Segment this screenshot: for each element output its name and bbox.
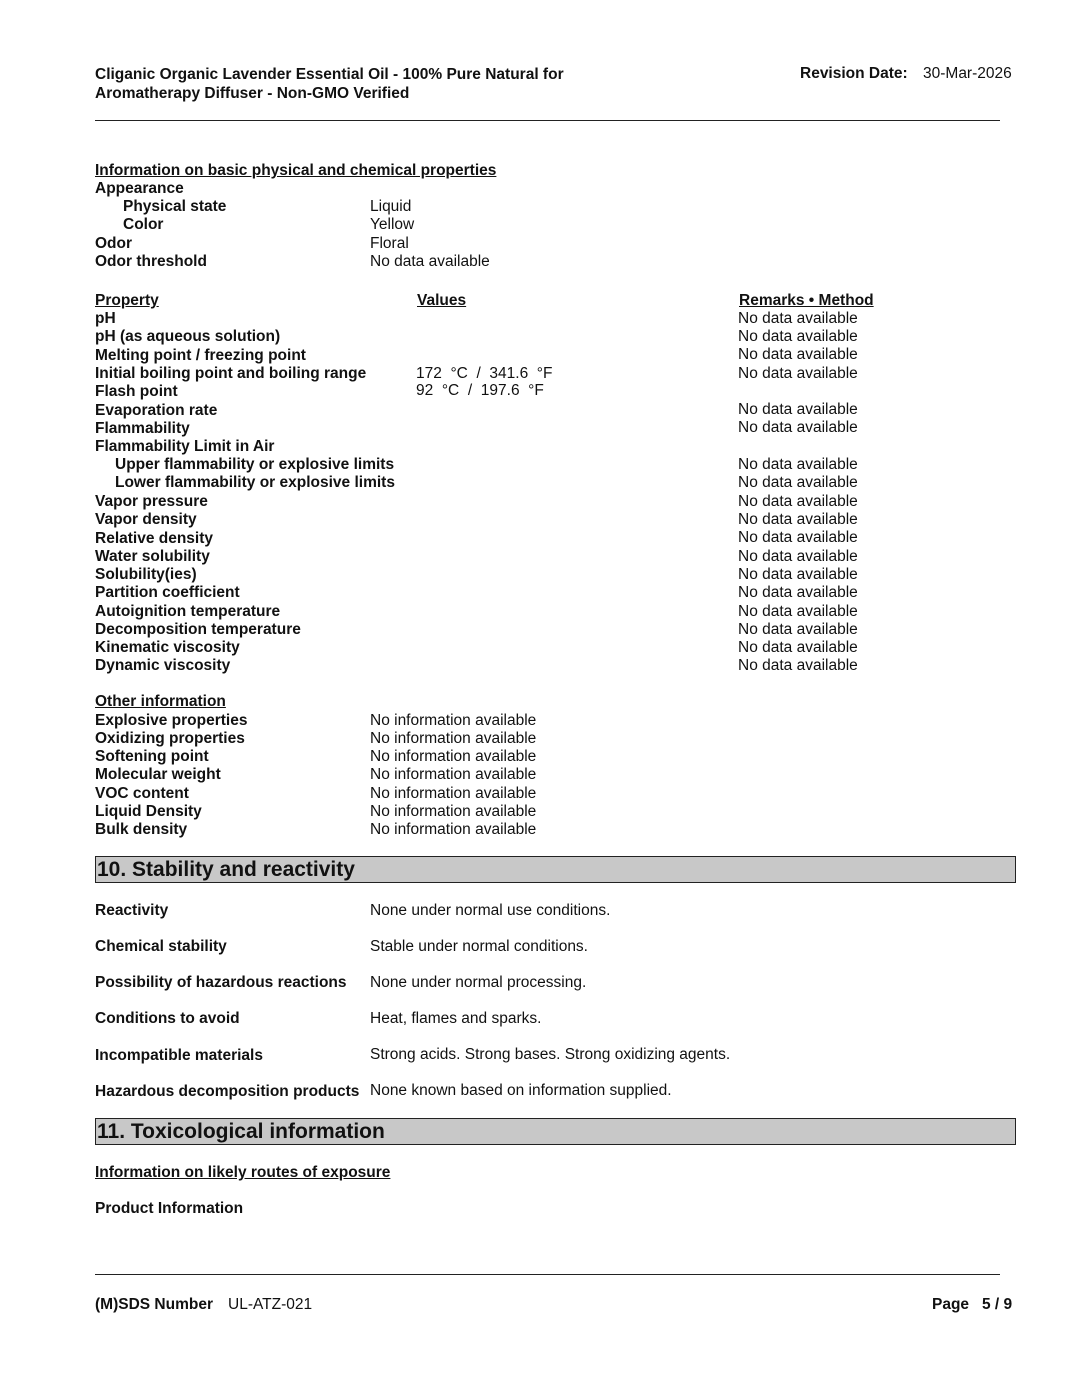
other-info-label: VOC content xyxy=(95,785,189,802)
property-label: pH (as aqueous solution) xyxy=(95,328,281,345)
property-label: Dynamic viscosity xyxy=(95,657,231,674)
property-label: Lower flammability or explosive limits xyxy=(115,474,395,491)
stability-value: None under normal processing. xyxy=(370,974,587,991)
stability-value: Strong acids. Strong bases. Strong oxidizing agents. xyxy=(370,1046,731,1063)
property-label: Decomposition temperature xyxy=(95,621,301,638)
basic-prop-label: Odor xyxy=(95,235,133,252)
revision-date-label: Revision Date: xyxy=(800,65,908,82)
revision-date-value: 30-Mar-2026 xyxy=(923,65,1012,82)
property-label: Flash point xyxy=(95,383,178,400)
property-remark: No data available xyxy=(738,511,858,528)
property-label: Vapor density xyxy=(95,511,197,528)
basic-properties-heading: Information on basic physical and chemical properties xyxy=(95,162,497,179)
section-11-header: 11. Toxicological information xyxy=(95,1118,1016,1145)
document-title: Cliganic Organic Lavender Essential Oil - 100% Pure Natural for Aromatherapy Diffuser - Non-GMO Verified xyxy=(95,66,564,102)
property-label: Solubility(ies) xyxy=(95,566,197,583)
stability-label: Chemical stability xyxy=(95,938,227,955)
property-remark: No data available xyxy=(738,548,858,565)
property-label: Evaporation rate xyxy=(95,402,218,419)
property-remark: No data available xyxy=(738,584,858,601)
property-label: Kinematic viscosity xyxy=(95,639,240,656)
sds-number-label: (M)SDS Number xyxy=(95,1296,213,1313)
stability-label: Conditions to avoid xyxy=(95,1010,240,1027)
stability-value: Heat, flames and sparks. xyxy=(370,1010,542,1027)
property-label: Initial boiling point and boiling range xyxy=(95,365,367,382)
other-info-label: Liquid Density xyxy=(95,803,202,820)
property-label: Upper flammability or explosive limits xyxy=(115,456,395,473)
stability-label: Hazardous decomposition products xyxy=(95,1083,360,1100)
section-10-header: 10. Stability and reactivity xyxy=(95,856,1016,883)
other-info-value: No information available xyxy=(370,712,537,729)
product-information-label: Product Information xyxy=(95,1200,244,1217)
basic-prop-value: Yellow xyxy=(370,216,415,233)
other-info-value: No information available xyxy=(370,785,537,802)
property-remark: No data available xyxy=(738,419,858,436)
property-remark: No data available xyxy=(738,566,858,583)
property-remark: No data available xyxy=(738,493,858,510)
stability-value: Stable under normal conditions. xyxy=(370,938,588,955)
sds-number-value: UL-ATZ-021 xyxy=(228,1296,313,1313)
header-divider xyxy=(95,120,1000,121)
property-label: Relative density xyxy=(95,530,214,547)
property-label: Flammability Limit in Air xyxy=(95,438,275,455)
property-remark: No data available xyxy=(738,529,858,546)
remarks-column-header: Remarks • Method xyxy=(739,292,874,309)
property-remark: No data available xyxy=(738,365,858,382)
property-label: Vapor pressure xyxy=(95,493,208,510)
other-info-label: Explosive properties xyxy=(95,712,248,729)
stability-label: Possibility of hazardous reactions xyxy=(95,974,347,991)
property-remark: No data available xyxy=(738,621,858,638)
property-remark: No data available xyxy=(738,401,858,418)
property-value: 172 °C / 341.6 °F xyxy=(416,365,553,382)
basic-prop-label: Odor threshold xyxy=(95,253,207,270)
stability-label: Incompatible materials xyxy=(95,1047,263,1064)
values-column-header: Values xyxy=(417,292,467,309)
other-info-label: Oxidizing properties xyxy=(95,730,245,747)
property-label: Melting point / freezing point xyxy=(95,347,306,364)
property-remark: No data available xyxy=(738,603,858,620)
other-information-heading: Other information xyxy=(95,693,226,710)
page-label: Page xyxy=(932,1296,970,1313)
other-info-value: No information available xyxy=(370,748,537,765)
property-label: Partition coefficient xyxy=(95,584,240,601)
basic-prop-label: Physical state xyxy=(123,198,227,215)
property-remark: No data available xyxy=(738,456,858,473)
other-info-value: No information available xyxy=(370,803,537,820)
property-remark: No data available xyxy=(738,310,858,327)
basic-prop-value: No data available xyxy=(370,253,490,270)
property-column-header: Property xyxy=(95,292,159,309)
property-remark: No data available xyxy=(738,639,858,656)
property-label: Flammability xyxy=(95,420,190,437)
property-remark: No data available xyxy=(738,474,858,491)
other-info-value: No information available xyxy=(370,821,537,838)
other-info-value: No information available xyxy=(370,730,537,747)
other-info-label: Molecular weight xyxy=(95,766,221,783)
other-info-label: Bulk density xyxy=(95,821,188,838)
page-number: 5 / 9 xyxy=(982,1296,1013,1313)
appearance-label: Appearance xyxy=(95,180,184,197)
basic-prop-value: Floral xyxy=(370,235,409,252)
other-info-label: Softening point xyxy=(95,748,209,765)
other-info-value: No information available xyxy=(370,766,537,783)
property-label: pH xyxy=(95,310,116,327)
property-remark: No data available xyxy=(738,328,858,345)
stability-value: None under normal use conditions. xyxy=(370,902,611,919)
routes-of-exposure-heading: Information on likely routes of exposure xyxy=(95,1164,391,1181)
property-remark: No data available xyxy=(738,346,858,363)
stability-value: None known based on information supplied. xyxy=(370,1082,672,1099)
footer-divider xyxy=(95,1274,1000,1275)
property-remark: No data available xyxy=(738,657,858,674)
property-label: Autoignition temperature xyxy=(95,603,281,620)
basic-prop-value: Liquid xyxy=(370,198,412,215)
property-label: Water solubility xyxy=(95,548,210,565)
stability-label: Reactivity xyxy=(95,902,169,919)
basic-prop-label: Color xyxy=(123,216,164,233)
property-value: 92 °C / 197.6 °F xyxy=(416,382,544,399)
